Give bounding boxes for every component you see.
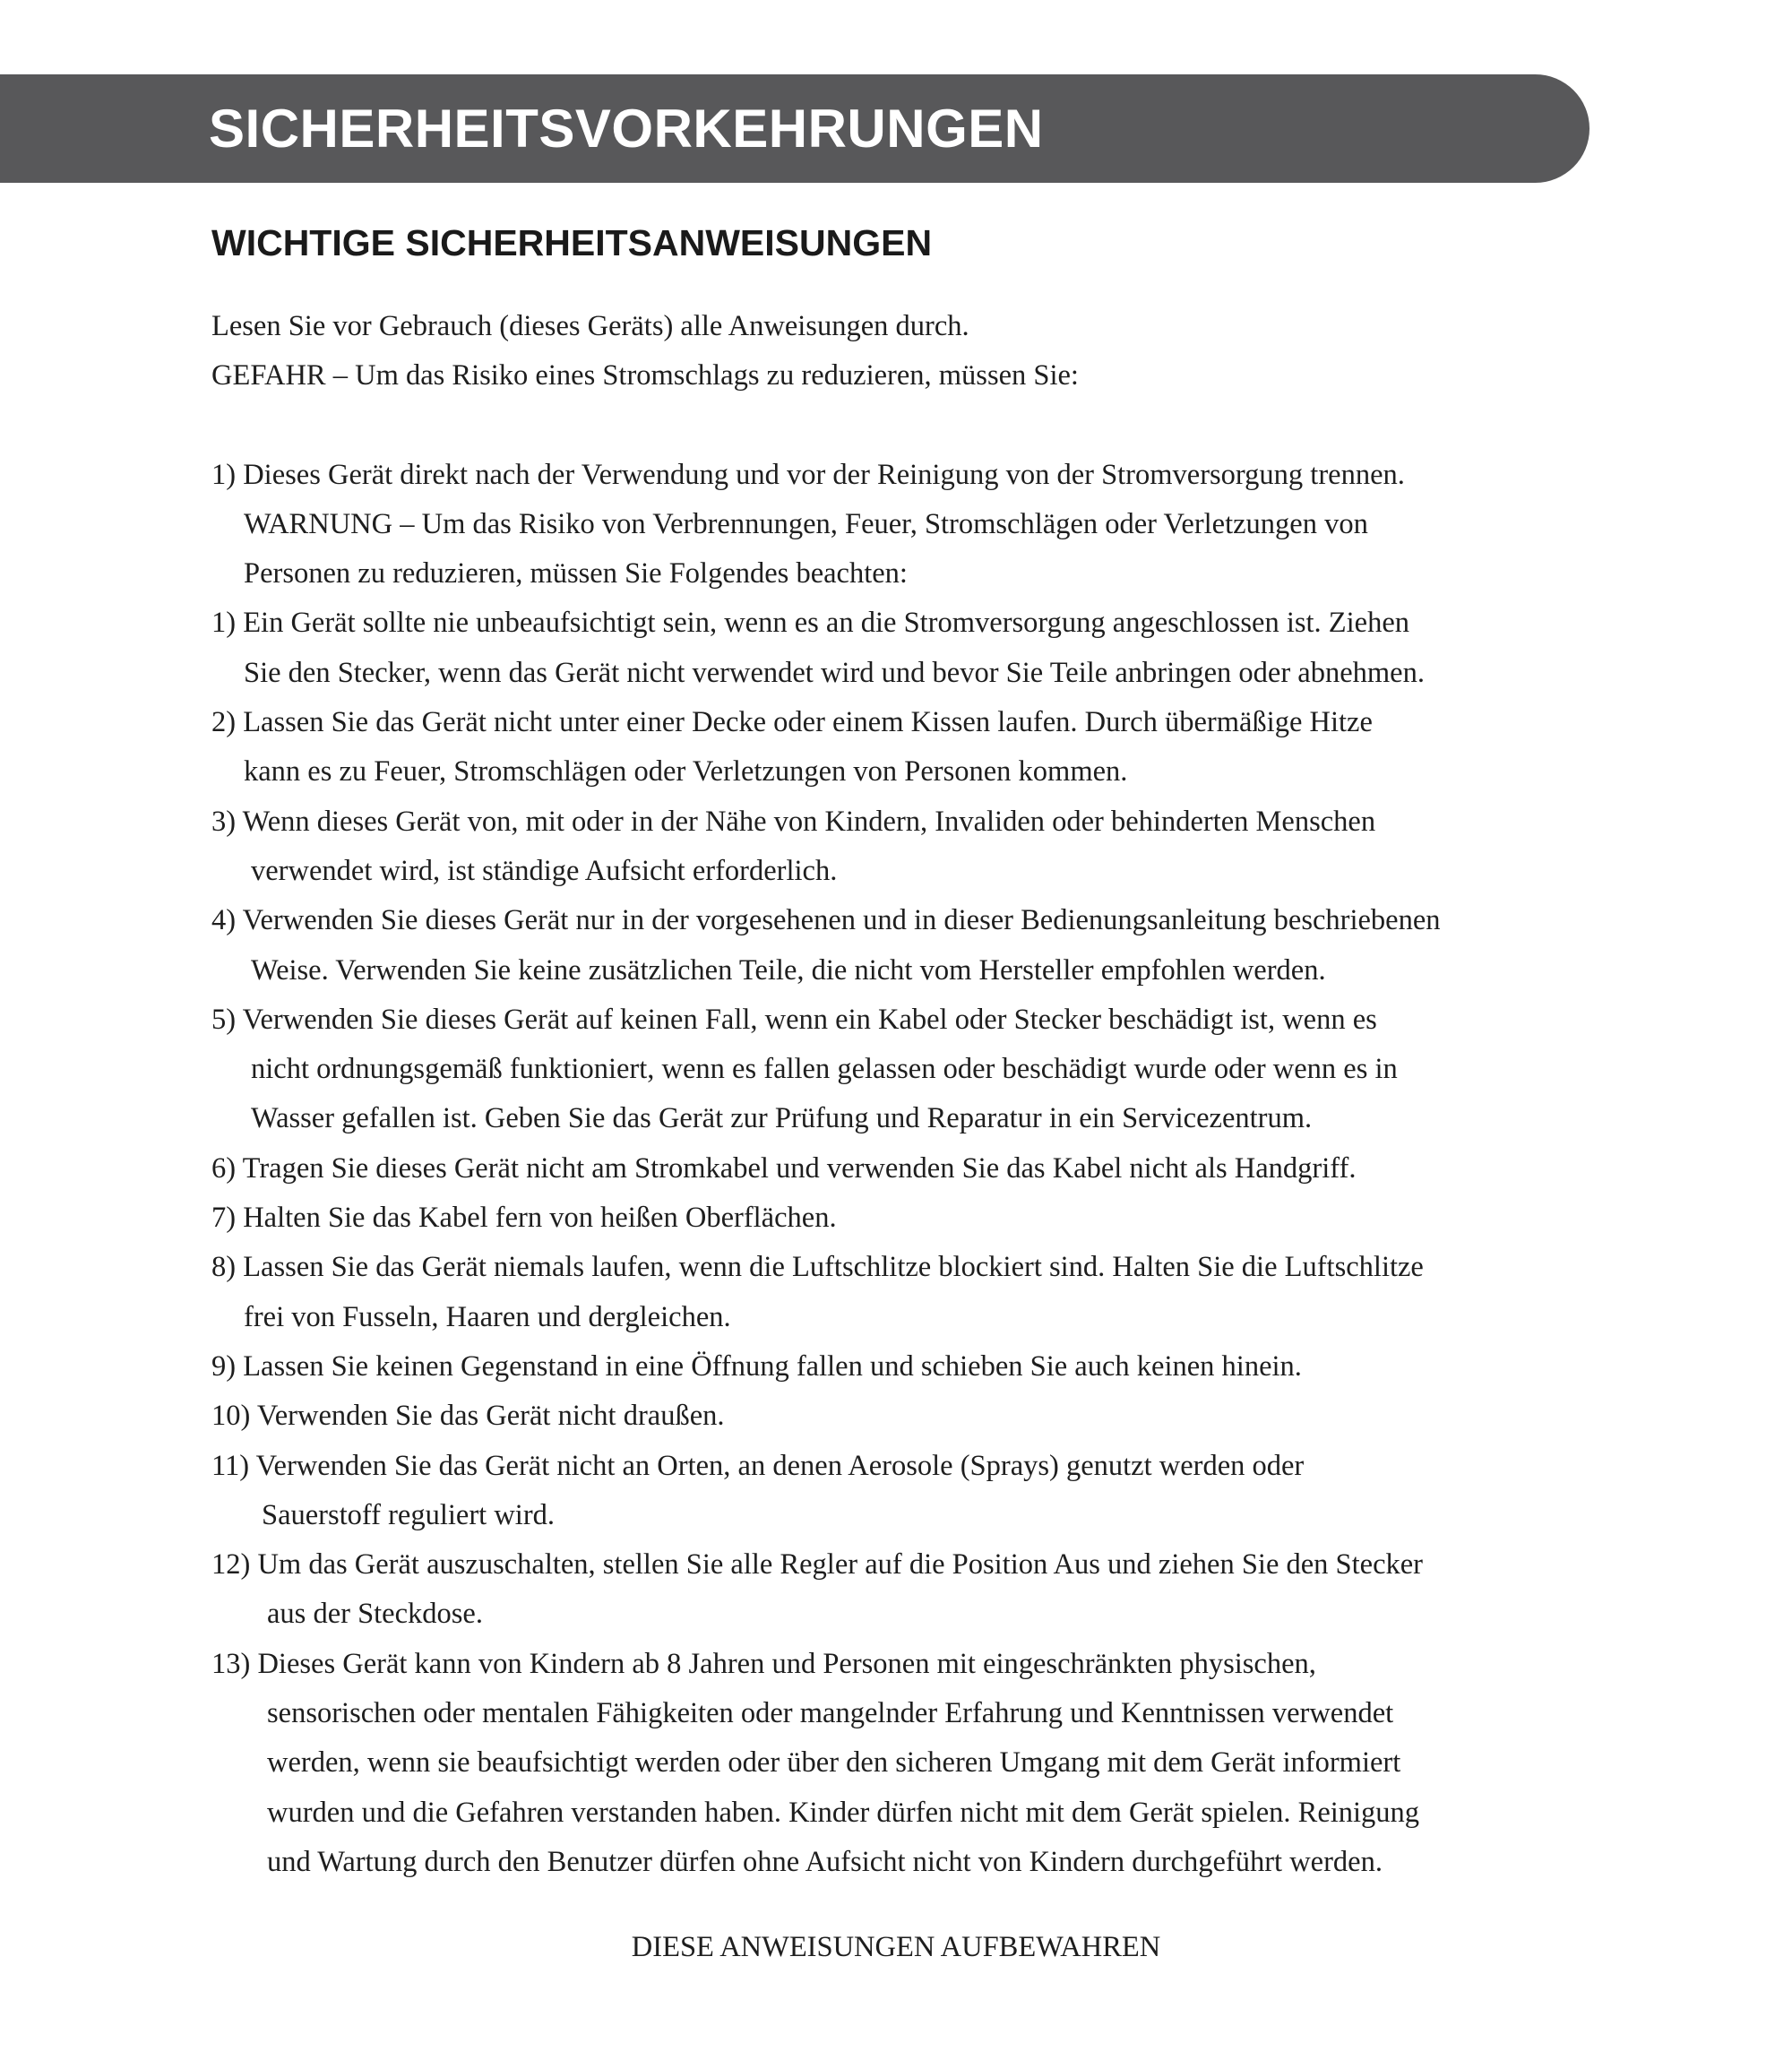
list-item xyxy=(211,1144,1591,1194)
danger-line: GEFAHR – Um das Risiko eines Stromschlags zu reduzieren, müssen Sie: xyxy=(211,359,1079,392)
list-item-first-line xyxy=(211,1342,1591,1392)
list-item xyxy=(211,1194,1591,1243)
list-item-text: Lassen Sie keinen Gegenstand in eine Öffnung fallen und schieben Sie auch keinen hinein. xyxy=(243,1349,1302,1383)
list-item-continuation: verwendet wird, ist ständige Aufsicht erforderlich. xyxy=(251,854,838,887)
list-item-text: Dieses Gerät kann von Kindern ab 8 Jahren und Personen mit eingeschränkten physischen, xyxy=(257,1647,1316,1680)
list-item-continuation: nicht ordnungsgemäß funktioniert, wenn es fallen gelassen oder beschädigt wurde oder wenn es in xyxy=(251,1053,1398,1086)
list-item-number: 1) xyxy=(211,607,237,640)
list-item-text: Lassen Sie das Gerät niemals laufen, wenn die Luftschlitze blockiert sind. Halten Sie die Luftschlitze xyxy=(243,1251,1424,1284)
list-item-number: 10) xyxy=(211,1400,251,1433)
list-item-number: 5) xyxy=(211,1003,237,1036)
list-item-text: Dieses Gerät direkt nach der Verwendung und vor der Reinigung von der Stromversorgung trennen. xyxy=(243,458,1405,491)
list-item-continuation: WARNUNG – Um das Risiko von Verbrennungen, Feuer, Stromschlägen oder Verletzungen von xyxy=(244,507,1368,540)
list-item-first-line xyxy=(211,698,1591,747)
list-item xyxy=(211,996,1591,1144)
list-item-number: 7) xyxy=(211,1202,237,1235)
list-item-continuation: Wasser gefallen ist. Geben Sie das Gerät zur Prüfung und Reparatur in ein Servicezentrum. xyxy=(251,1102,1313,1135)
list-item-continuation: aus der Steckdose. xyxy=(267,1598,483,1631)
list-item-continuation: frei von Fusseln, Haaren und dergleichen. xyxy=(244,1300,731,1333)
list-item-number: 3) xyxy=(211,805,237,838)
list-item xyxy=(211,1442,1591,1541)
list-item xyxy=(211,599,1591,698)
list-item-continuation: Sauerstoff reguliert wird. xyxy=(262,1498,556,1531)
list-item-number: 8) xyxy=(211,1251,237,1284)
list-item xyxy=(211,698,1591,797)
list-item-text: Verwenden Sie dieses Gerät nur in der vorgesehenen und in dieser Bedienungsanleitung beschriebenen xyxy=(242,904,1441,937)
list-item xyxy=(211,1342,1591,1392)
intro-line: Lesen Sie vor Gebrauch (dieses Geräts) alle Anweisungen durch. xyxy=(211,310,969,342)
list-item-continuation: Personen zu reduzieren, müssen Sie Folgendes beachten: xyxy=(244,557,908,590)
list-item-number: 13) xyxy=(211,1647,251,1680)
instruction-list xyxy=(211,451,1591,1888)
list-item-continuation: wurden und die Gefahren verstanden haben. Kinder dürfen nicht mit dem Gerät spielen. Reinigung xyxy=(267,1796,1420,1829)
list-item xyxy=(211,797,1591,897)
list-item-continuation: kann es zu Feuer, Stromschlägen oder Verletzungen von Personen kommen. xyxy=(244,755,1128,789)
list-item-continuation: werden, wenn sie beaufsichtigt werden oder über den sicheren Umgang mit dem Gerät informiert xyxy=(267,1746,1401,1780)
list-item-text: Tragen Sie dieses Gerät nicht am Stromkabel und verwenden Sie das Kabel nicht als Handgriff. xyxy=(242,1151,1357,1185)
list-item-text: Verwenden Sie das Gerät nicht an Orten, an denen Aerosole (Sprays) genutzt werden oder xyxy=(255,1449,1305,1482)
list-item-number: 2) xyxy=(211,706,237,739)
list-item-continuation: Sie den Stecker, wenn das Gerät nicht verwendet wird und bevor Sie Teile anbringen oder abnehmen. xyxy=(244,656,1425,689)
list-item xyxy=(211,451,1591,599)
list-item-text: Lassen Sie das Gerät nicht unter einer Decke oder einem Kissen laufen. Durch übermäßige Hitze xyxy=(243,706,1373,739)
list-item-continuation: Weise. Verwenden Sie keine zusätzlichen Teile, die nicht vom Hersteller empfohlen werden. xyxy=(251,953,1326,987)
list-item-first-line xyxy=(211,1144,1591,1194)
list-item-number: 9) xyxy=(211,1349,237,1383)
list-item-first-line xyxy=(211,1640,1591,1689)
list-item-number: 12) xyxy=(211,1548,251,1582)
footer-note: DIESE ANWEISUNGEN AUFBEWAHREN xyxy=(631,1931,1161,1963)
list-item xyxy=(211,1392,1591,1441)
list-item xyxy=(211,1243,1591,1342)
list-item-first-line xyxy=(211,1442,1591,1491)
list-item-continuation: und Wartung durch den Benutzer dürfen ohne Aufsicht nicht von Kindern durchgeführt werden. xyxy=(267,1845,1383,1878)
list-item-text: Halten Sie das Kabel fern von heißen Oberflächen. xyxy=(243,1202,837,1235)
list-item-text: Wenn dieses Gerät von, mit oder in der Nähe von Kindern, Invaliden oder behinderten Menschen xyxy=(242,805,1376,838)
title-banner xyxy=(0,74,1590,183)
list-item-continuation: sensorischen oder mentalen Fähigkeiten oder mangelnder Erfahrung und Kenntnissen verwendet xyxy=(267,1697,1394,1730)
list-item-text: Verwenden Sie das Gerät nicht draußen. xyxy=(256,1400,725,1433)
list-item xyxy=(211,1640,1591,1887)
list-item-text: Ein Gerät sollte nie unbeaufsichtigt sein, wenn es an die Stromversorgung angeschlossen ist. Ziehen xyxy=(243,607,1410,640)
list-item-first-line xyxy=(211,599,1591,648)
list-item-first-line xyxy=(211,451,1591,500)
instructions-body xyxy=(211,302,1591,1887)
page-title: SICHERHEITSVORKEHRUNGEN xyxy=(209,99,1044,159)
list-item-number: 1) xyxy=(211,458,237,491)
list-item-first-line xyxy=(211,1540,1591,1590)
list-item-first-line xyxy=(211,996,1591,1045)
list-item-first-line xyxy=(211,797,1591,847)
section-heading: WICHTIGE SICHERHEITSANWEISUNGEN xyxy=(211,222,933,263)
list-item xyxy=(211,896,1591,996)
list-item-text: Um das Gerät auszuschalten, stellen Sie alle Regler auf die Position Aus und ziehen Sie den Stecker xyxy=(257,1548,1424,1582)
list-item-number: 11) xyxy=(211,1449,250,1482)
list-item-number: 4) xyxy=(211,904,237,937)
list-item xyxy=(211,1540,1591,1640)
list-item-first-line xyxy=(211,1243,1591,1292)
list-item-first-line xyxy=(211,896,1591,945)
list-item-text: Verwenden Sie dieses Gerät auf keinen Fall, wenn ein Kabel oder Stecker beschädigt ist, wenn es xyxy=(242,1003,1377,1036)
list-item-number: 6) xyxy=(211,1151,237,1185)
list-item-first-line xyxy=(211,1392,1591,1441)
list-item-first-line xyxy=(211,1194,1591,1243)
